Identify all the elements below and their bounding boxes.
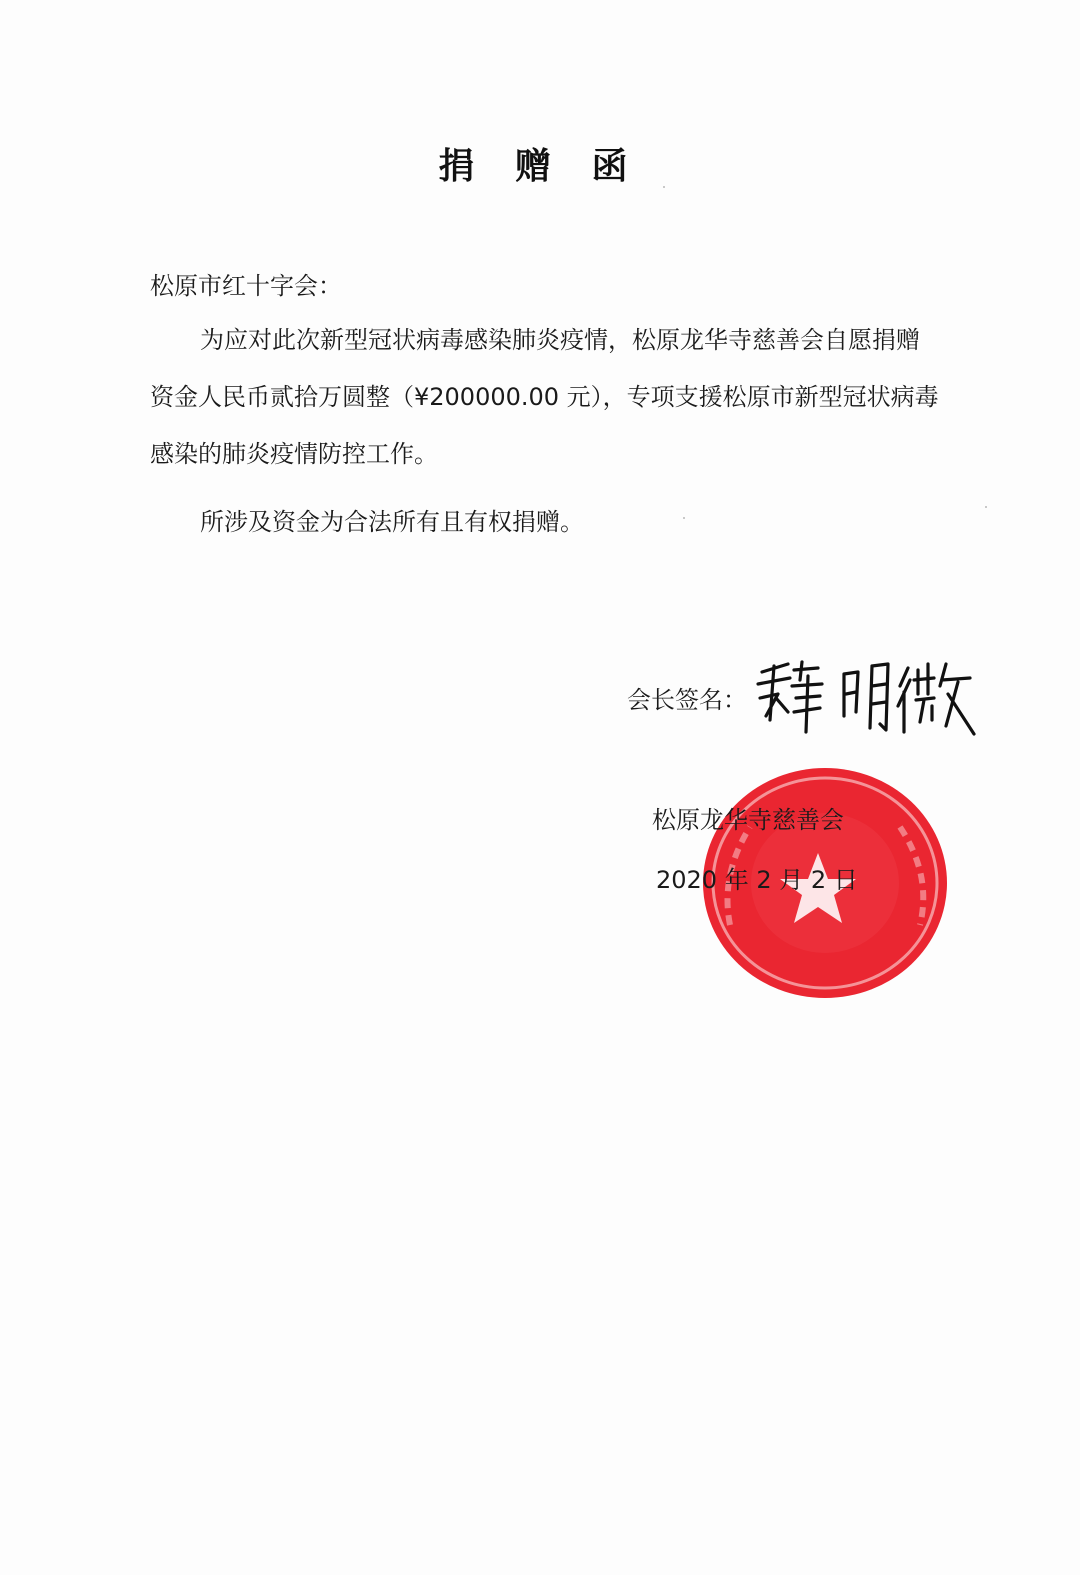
paper-speck [663, 186, 665, 188]
body-paragraph-1: 为应对此次新型冠状病毒感染肺炎疫情，松原龙华寺慈善会自愿捐赠资金人民币贰拾万圆整（¥200000.00 元），专项支援松原市新型冠状病毒感染的肺炎疫情防控工作。 [150, 326, 939, 468]
signature-label: 会长签名： [627, 686, 747, 714]
paper-speck [683, 517, 685, 519]
recipient-line: 松原市红十字会： [150, 272, 342, 300]
paper-speck [985, 506, 987, 508]
body-paragraph-2: 所涉及资金为合法所有且有权捐赠。 [200, 508, 584, 536]
organization-name: 松原龙华寺慈善会 [652, 806, 844, 834]
handwritten-signature [748, 650, 978, 740]
letter-title: 捐 赠 函 [438, 145, 642, 187]
letter-date: 2020 年 2 月 2 日 [656, 866, 858, 894]
